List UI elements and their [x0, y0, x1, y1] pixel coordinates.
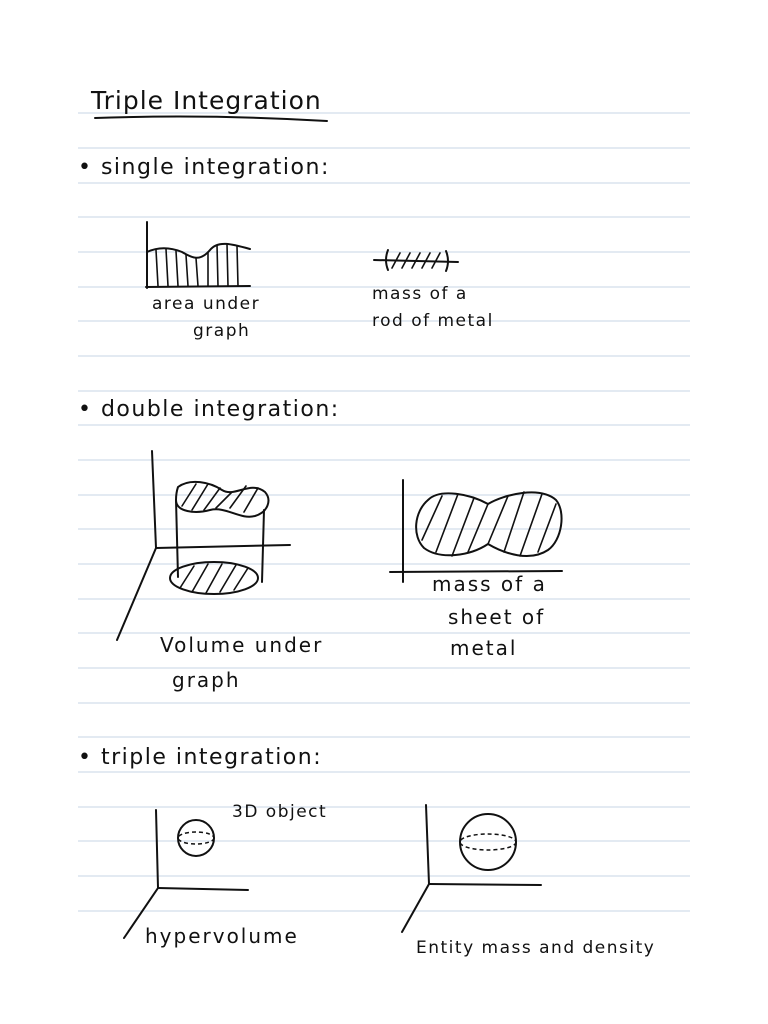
density-object-sketch [402, 805, 541, 932]
sheet-label-line3: metal [450, 636, 518, 660]
sheet-label-line2: sheet of [448, 605, 546, 629]
hypervolume-label: hypervolume [145, 924, 299, 948]
sheet-label-line1: mass of a [432, 572, 547, 596]
area-under-graph-sketch [146, 222, 250, 288]
triple-integration-heading: • triple integration: [78, 745, 323, 770]
3d-object-label: 3D object [232, 802, 328, 822]
volume-label-line2: graph [172, 668, 241, 692]
volume-under-graph-sketch [117, 451, 290, 640]
rod-sketch [374, 250, 458, 271]
rod-label-line1: mass of a [372, 284, 468, 304]
area-label-line2: graph [193, 321, 251, 341]
single-integration-heading: • single integration: [78, 155, 330, 180]
volume-label-line1: Volume under [160, 633, 324, 657]
title-underline [95, 117, 327, 121]
double-integration-heading: • double integration: [78, 397, 340, 422]
rod-label-line2: rod of metal [372, 311, 494, 331]
cut-off-label: Entity mass and density [416, 938, 656, 958]
page-title: Triple Integration [91, 86, 322, 115]
area-label-line1: area under [152, 294, 261, 314]
3d-object-sketch [124, 810, 248, 938]
